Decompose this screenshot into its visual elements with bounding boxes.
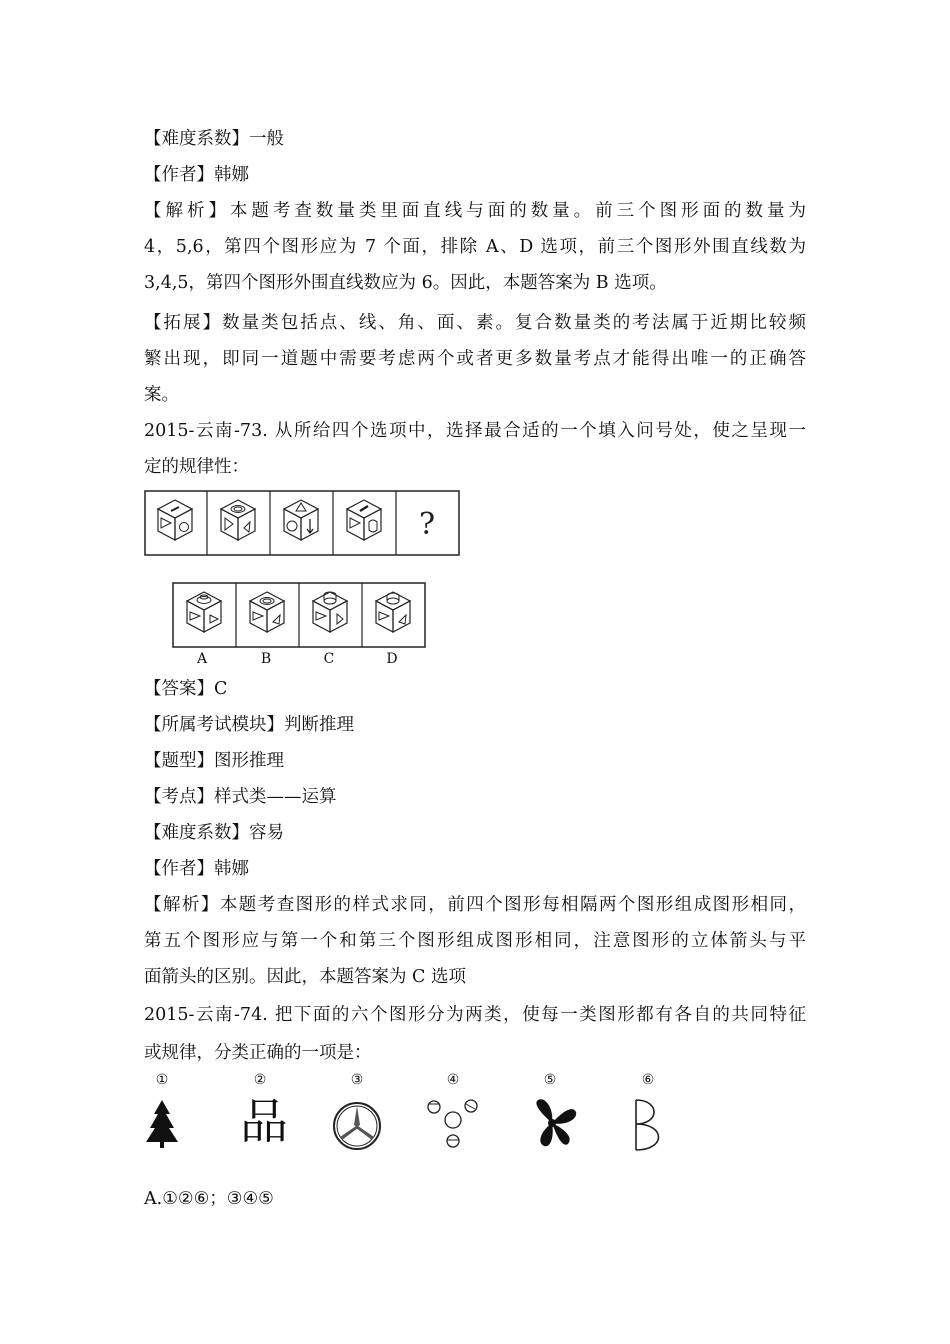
option-label-a: A — [196, 651, 208, 667]
question-stem: 2015-云南-73. 从所给四个选项中，选择最合适的一个填入问号处，使之呈现一 — [144, 421, 806, 441]
figure-number-4: ④ — [446, 1072, 460, 1088]
analysis-line: 【解析】本题考查数量类里面直线与面的数量。前三个图形面的数量为 — [144, 201, 806, 221]
fan-figure — [524, 1096, 580, 1152]
cube-figure-2 — [221, 500, 255, 540]
pin-character-figure: 品 — [240, 1094, 289, 1150]
question-mark: ? — [418, 507, 436, 542]
option-cube-b — [250, 592, 284, 632]
analysis-line: 【解析】本题考查图形的样式求同，前四个图形每相隔两个图形组成图形相同， — [144, 895, 806, 915]
extension-line: 案。 — [144, 385, 179, 405]
analysis-line: 面箭头的区别。因此，本题答案为 C 选项 — [144, 967, 467, 987]
analysis-line: 第五个图形应与第一个和第三个图形组成图形相同，注意图形的立体箭头与平 — [144, 931, 806, 951]
option-cube-c — [313, 592, 347, 632]
cube-figure-3 — [284, 500, 318, 540]
analysis-line: 4，5,6，第四个图形应为 7 个面，排除 A、D 选项，前三个图形外围直线数为 — [144, 237, 806, 257]
option-cube-d — [376, 592, 410, 632]
figure-number-1: ① — [155, 1072, 169, 1088]
option-label-d: D — [386, 651, 398, 667]
question-figure-row — [144, 490, 460, 556]
option-cube-a — [187, 592, 221, 632]
cube-figure-4 — [347, 500, 381, 540]
option-label-b: B — [260, 651, 272, 667]
figure-number-6: ⑥ — [641, 1072, 655, 1088]
question-stem: 2015-云南-74. 把下面的六个图形分为两类，使每一类图形都有各自的共同特征 — [144, 1005, 806, 1025]
figure-number-5: ⑤ — [543, 1072, 557, 1088]
option-figure-row — [172, 582, 426, 648]
difficulty-line: 【难度系数】一般 — [144, 129, 284, 149]
author-line: 【作者】韩娜 — [144, 859, 249, 879]
four-circles-figure — [425, 1096, 481, 1152]
type-line: 【题型】图形推理 — [144, 751, 284, 771]
module-line: 【所属考试模块】判断推理 — [144, 715, 354, 735]
extension-line: 繁出现，即同一道题中需要考虑两个或者更多数量考点才能得出唯一的正确答 — [144, 349, 806, 369]
question-stem: 或规律，分类正确的一项是： — [144, 1043, 372, 1063]
tree-figure — [144, 1098, 180, 1150]
author-line: 【作者】韩娜 — [144, 165, 249, 185]
answer-line: 【答案】C — [144, 679, 228, 699]
point-line: 【考点】样式类——运算 — [144, 787, 337, 807]
analysis-line: 3,4,5，第四个图形外围直线数应为 6。因此，本题答案为 B 选项。 — [144, 273, 667, 293]
option-a-line: A.①②⑥；③④⑤ — [144, 1189, 274, 1209]
cube-figure-1 — [158, 500, 192, 540]
figure-number-3: ③ — [350, 1072, 364, 1088]
star-circle-figure — [331, 1100, 383, 1152]
b-shape-figure — [632, 1098, 668, 1152]
question-stem: 定的规律性： — [144, 457, 249, 477]
difficulty-line: 【难度系数】容易 — [144, 823, 284, 843]
option-label-c: C — [323, 651, 335, 667]
extension-line: 【拓展】数量类包括点、线、角、面、素。复合数量类的考法属于近期比较频 — [144, 313, 806, 333]
figure-number-2: ② — [253, 1072, 267, 1088]
